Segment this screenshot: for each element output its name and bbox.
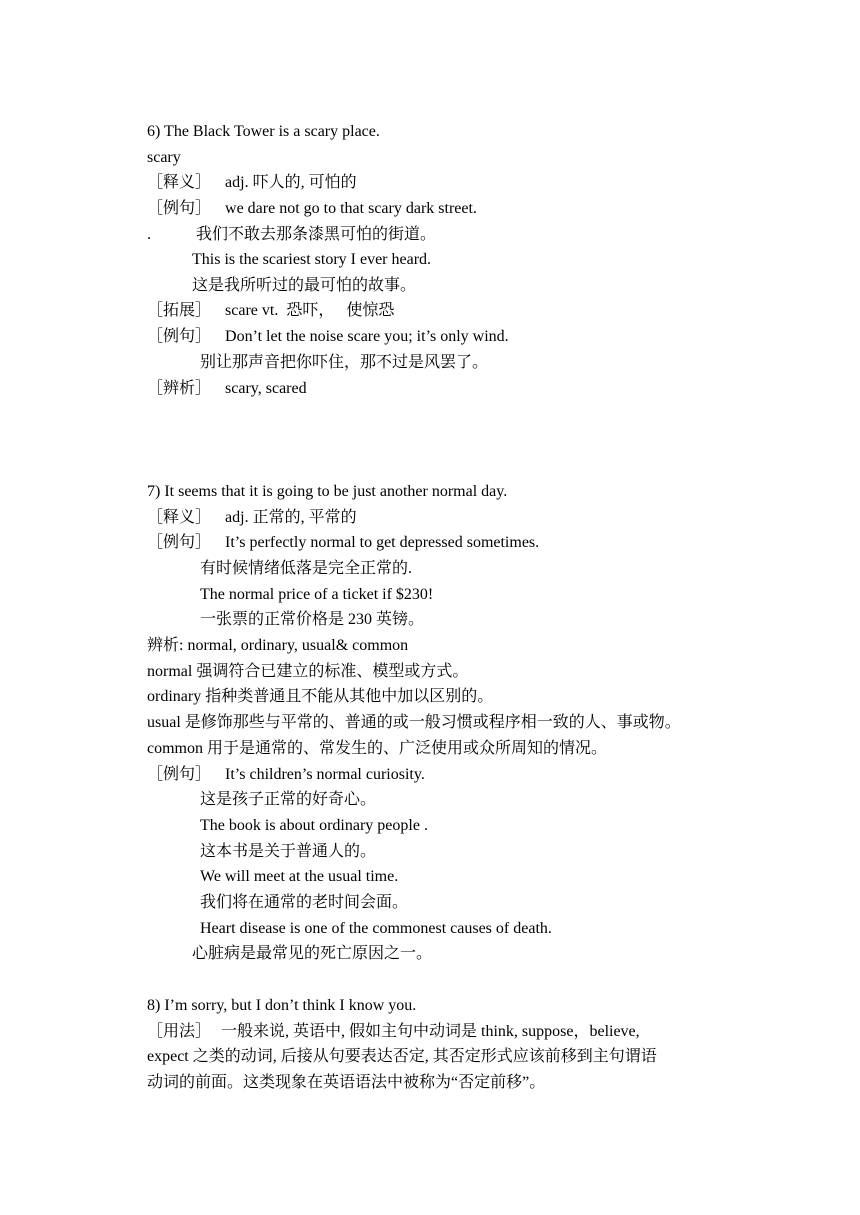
definition-line [147, 507, 357, 529]
common-explanation: common 用于是通常的、常发生的、广泛使用或众所周知的情况。 [147, 740, 607, 757]
usage-text-line-2: expect 之类的动词, 后接从句要表达否定, 其否定形式应该前移到主句谓语 [147, 1048, 657, 1065]
normal-explanation: normal 强调符合已建立的标准、模型或方式。 [147, 663, 469, 680]
discrimination-line: 辨析: normal, ordinary, usual& common [147, 637, 409, 654]
usage-text: 一般来说, 英语中, 假如主句中动词是 think, suppose，believe, [221, 1023, 640, 1040]
example-cn: 这本书是关于普通人的。 [200, 843, 377, 860]
example-cn: 我们将在通常的老时间会面。 [200, 894, 409, 911]
example-tag: ［例句］ [147, 534, 212, 551]
example-cn: 一张票的正常价格是 230 英镑。 [200, 611, 425, 628]
example-cn: 这是我所听过的最可怕的故事。 [192, 277, 417, 294]
example-en: We will meet at the usual time. [200, 868, 399, 885]
example-line [147, 326, 509, 348]
extension-text: scare vt. 恐吓， 使惊恐 [225, 302, 395, 319]
example-en: It’s children’s normal curiosity. [225, 766, 425, 783]
extension-tag: ［拓展］ [147, 302, 212, 319]
discrimination-tag: ［辨析］ [147, 380, 212, 397]
ordinary-explanation: ordinary 指种类普通且不能从其他中加以区别的。 [147, 688, 494, 705]
example-en: The book is about ordinary people . [200, 817, 428, 834]
definition-tag: ［释义］ [147, 509, 212, 526]
example-cn: 我们不敢去那条漆黑可怕的街道。 [196, 226, 437, 243]
section-8-heading: 8) I’m sorry, but I don’t think I know you. [147, 997, 417, 1014]
example-tag: ［例句］ [147, 200, 212, 217]
definition-text: adj. 正常的, 平常的 [225, 509, 357, 526]
definition-tag: ［释义］ [147, 174, 212, 191]
usage-line [147, 1021, 640, 1043]
example-en: we dare not go to that scary dark street. [225, 200, 477, 217]
example-en: It’s perfectly normal to get depressed sometimes. [225, 534, 540, 551]
example-tag: ［例句］ [147, 766, 212, 783]
usual-explanation: usual 是修饰那些与平常的、普通的或一般习惯或程序相一致的人、事或物。 [147, 714, 681, 731]
discrimination-line [147, 378, 307, 400]
example-en: The normal price of a ticket if $230! [200, 586, 434, 603]
definition-text: adj. 吓人的, 可怕的 [225, 174, 357, 191]
example-en: This is the scariest story I ever heard. [192, 251, 432, 268]
stray-dot: . [147, 226, 151, 243]
example-line [147, 198, 477, 220]
definition-line [147, 172, 357, 194]
example-line [147, 532, 539, 554]
example-cn: 别让那声音把你吓住，那不过是风罢了。 [200, 354, 489, 371]
discrimination-text: scary, scared [225, 380, 307, 397]
section-6-heading: 6) The Black Tower is a scary place. [147, 123, 380, 140]
example-cn: 心脏病是最常见的死亡原因之一。 [192, 945, 433, 962]
extension-line [147, 300, 394, 322]
example-en: Don’t let the noise scare you; it’s only wind. [225, 328, 509, 345]
example-tag: ［例句］ [147, 328, 212, 345]
usage-tag: ［用法］ [147, 1023, 212, 1040]
example-cn: 有时候情绪低落是完全正常的. [200, 560, 413, 577]
example-cn: 这是孩子正常的好奇心。 [200, 791, 377, 808]
headword-scary: scary [147, 149, 181, 166]
usage-text-line-3: 动词的前面。这类现象在英语语法中被称为“否定前移”。 [147, 1074, 546, 1091]
example-en: Heart disease is one of the commonest causes of death. [200, 920, 552, 937]
section-7-heading: 7) It seems that it is going to be just another normal day. [147, 483, 508, 500]
example-line [147, 764, 425, 786]
